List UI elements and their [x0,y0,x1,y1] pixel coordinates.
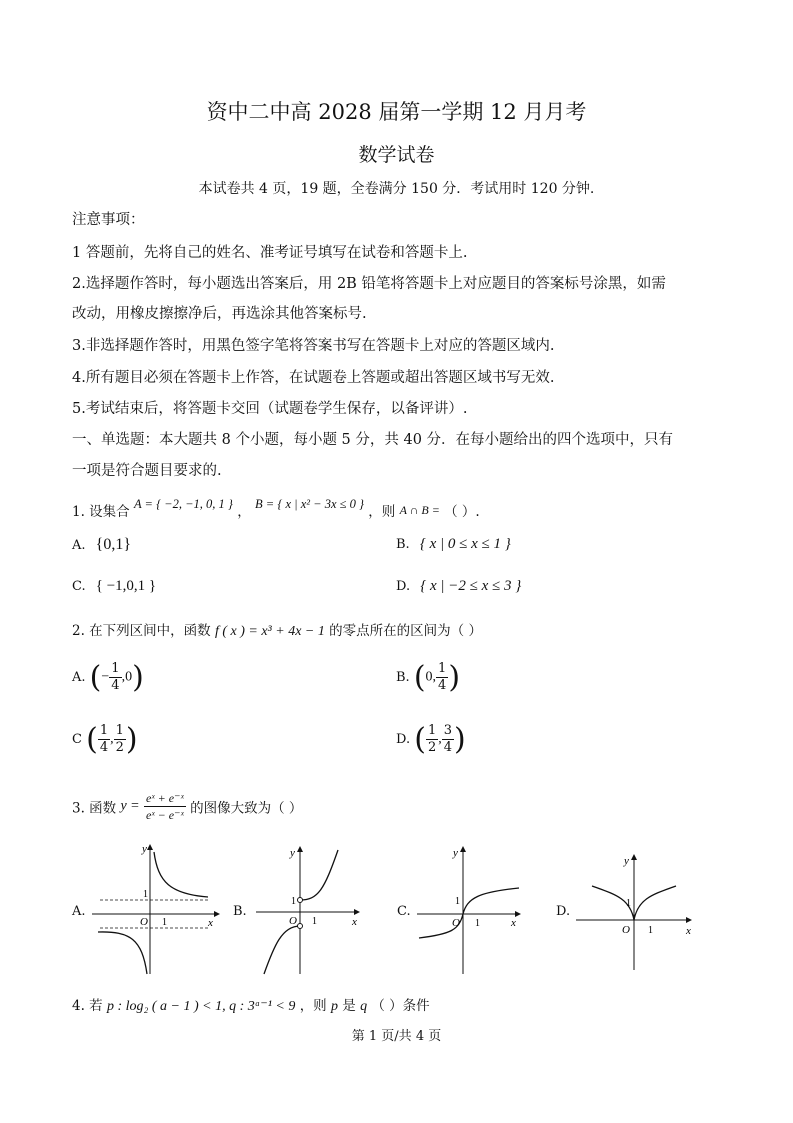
origin-label: O [452,917,460,929]
q2-option-a-fraction: $\frac{1}{4}$ [111,661,120,693]
q1-option-b-text: { x | 0 ≤ x ≤ 1 } [419,536,511,552]
q4-tail: （ ）条件 [371,998,430,1014]
page-footer: 第 1 页/共 4 页 [351,1029,442,1044]
q1-option-a [72,536,131,554]
y-label: y [142,843,147,855]
q1-option-c-text: { −1,0,1 } [95,578,157,594]
y-axis-arrow [297,846,303,852]
open-point-top [298,898,303,903]
q2-option-d-fraction-1: $\frac{1}{2}$ [427,723,437,755]
y-label: y [453,847,458,859]
q1-expr: A ∩ B = [399,503,440,517]
q1-option-d-text: { x | −2 ≤ x ≤ 3 } [420,578,522,594]
q2-option-d-label: D. [396,732,411,747]
q3-fraction: $\frac{\text{eˣ + e⁻ˣ}}{\text{eˣ − e⁻ˣ}}$ [145,791,184,822]
q1-option-d [396,578,521,595]
curve-left-branch [264,926,300,974]
q2-option-a-sign: − [101,669,110,685]
q2-option-d-fraction-2: $\frac{3}{4}$ [443,723,453,755]
y-axis-arrow [631,854,637,860]
note-1: 1 答题前，先将自己的姓名、准考证号填写在试卷和答题卡上. [72,245,468,261]
q4-p: p [330,999,338,1014]
q1-option-b [396,536,511,553]
note-3: 3.非选择题作答时，用黑色签字笔将答案书写在答题卡上对应的答题区域内. [72,338,555,354]
q2-option-c-fraction-1: $\frac{1}{4}$ [99,723,109,755]
curve-right-branch [634,886,676,920]
y-axis-arrow [460,846,466,852]
q4-mid: ，则 [299,998,327,1014]
q2-option-b: B. (0, $\frac{1}{4}$ ) [396,660,461,695]
q2-option-a-right: ,0 [121,669,133,685]
q2-option-c: C ( $\frac{1}{4}$ , $\frac{1}{2}$ ) [72,722,138,757]
q1-option-b-label: B. [396,537,410,552]
q2-function: f ( x ) = x³ + 4x − 1 [214,624,325,639]
x-axis-arrow [686,917,692,923]
q2-option-b-label: B. [396,670,410,685]
q2-option-d: D. ( $\frac{1}{2}$ , $\frac{3}{4}$ ) [396,722,466,757]
question-1 [72,497,480,520]
x-axis-arrow [214,911,220,917]
question-3 [72,790,302,823]
notes-heading: 注意事项： [72,212,145,228]
y-label: y [624,855,629,867]
q1-option-c-label: C. [72,579,86,594]
x-one-label: 1 [475,918,480,929]
y-one-label: 1 [291,896,296,907]
q4-condition: p : log₂ ( a − 1 ) < 1, q : 3ᵃ⁻¹ < 9 [106,999,296,1014]
q3-graph-b [252,842,367,977]
q1-blank: （ ）. [444,504,480,520]
curve-right-branch [300,850,338,900]
q4-is: 是 [342,998,356,1014]
exam-info: 本试卷共 4 页，19 题，全卷满分 150 分．考试用时 120 分钟. [198,181,595,197]
note-5: 5.考试结束后，将答题卡交回（试题卷学生保存，以备评讲）. [72,401,468,417]
y-one-label: 1 [626,898,631,909]
q3-graph-d [574,848,699,973]
note-2a: 2.选择题作答时，每小题选出答案后，用 2B 铅笔将答题卡上对应题目的答案标号涂黑，如需 [72,276,666,292]
x-label: x [686,925,691,937]
question-4 [72,994,430,1015]
q1-set-a: A = { −2, −1, 0, 1 } [133,497,233,511]
q3-graph-a [90,842,220,977]
q3-graph-c [415,842,530,977]
q2-option-b-left: 0, [425,669,437,685]
q3-tail: 的图像大致为（ ） [190,800,303,817]
q1-then: ，则 [368,504,396,520]
x-label: x [208,917,213,929]
x-label: x [511,917,516,929]
section-heading-1: 一、单选题：本大题共 8 个小题，每小题 5 分，共 40 分．在每小题给出的四个选项中，只有 [72,432,674,448]
q1-option-a-text: {0,1} [95,536,132,553]
q2-option-a: A. (− $\frac{1}{4}$ ,0) [72,660,144,695]
x-axis-arrow [354,909,360,915]
q3-option-c-label: C. [397,904,411,919]
q3-option-b-label: B. [233,904,247,919]
q1-set-b: B = { x | x² − 3x ≤ 0 } [255,497,364,511]
q4-lead: 4. 若 [72,998,103,1014]
q2-lead: 2. 在下列区间中，函数 [72,623,211,639]
open-point-bottom [298,924,303,929]
q2-option-a-label: A. [72,670,86,685]
q4-q: q [360,999,368,1014]
origin-label: O [140,916,148,928]
section-heading-2: 一项是符合题目要求的. [72,463,222,479]
y-label: y [290,847,295,859]
q1-comma: ， [237,504,251,520]
curve-right-branch [154,852,208,897]
q1-option-c [72,578,156,595]
note-2b: 改动，用橡皮擦擦净后，再选涂其他答案标号. [72,306,367,322]
q1-option-d-label: D. [396,579,411,594]
page-subtitle: 数学试卷 [358,144,435,166]
q3-lead: 3. 函数 [72,800,117,817]
q2-tail: 的零点所在的区间为（ ） [329,623,482,639]
question-2 [72,619,482,640]
q3-option-a-label: A. [72,904,86,919]
y-axis-arrow [147,844,153,850]
q1-lead: 1. 设集合 [72,504,130,520]
x-one-label: 1 [648,925,653,936]
x-label: x [352,916,357,928]
note-4: 4.所有题目必须在答题卡上作答，在试题卷上答题或超出答题区域书写无效. [72,370,555,386]
y-one-label: 1 [143,889,148,900]
origin-label: O [622,924,630,936]
q2-option-c-fraction-2: $\frac{1}{2}$ [115,723,124,755]
q2-option-c-label: C [72,732,82,747]
x-axis-arrow [515,911,521,917]
x-one-label: 1 [162,917,167,928]
q1-option-a-label: A. [72,538,86,553]
x-one-label: 1 [312,916,317,927]
q2-option-b-fraction: $\frac{1}{4}$ [438,661,447,693]
y-one-label: 1 [455,896,460,907]
origin-label: O [289,915,297,927]
q3-yeq: y = [120,798,140,814]
q3-option-d-label: D. [556,904,571,919]
curve-left-branch [98,932,147,974]
curve [419,888,519,938]
page-title: 资中二中高 2028 届第一学期 12 月月考 [206,100,587,124]
